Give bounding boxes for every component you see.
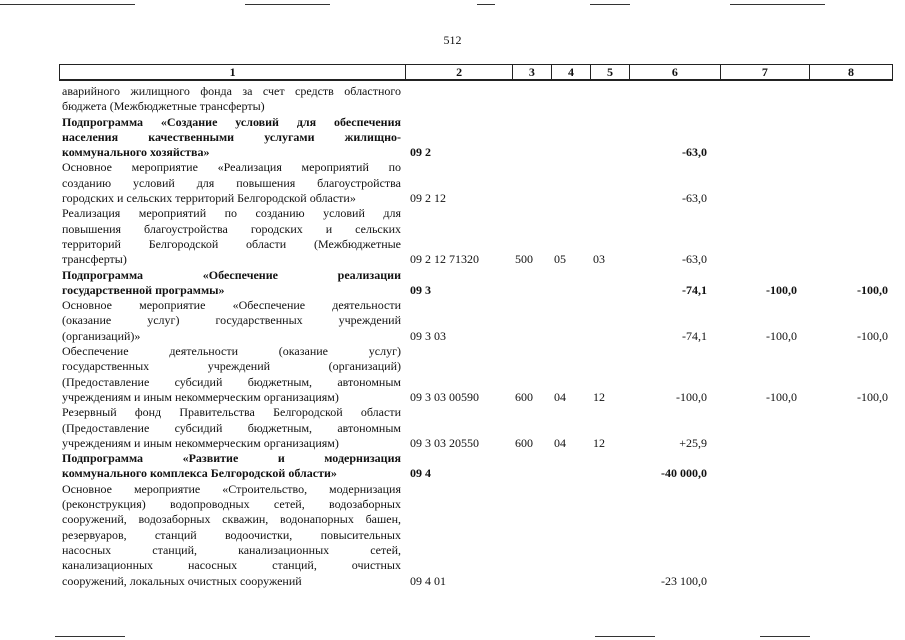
row-name xyxy=(62,84,401,115)
table-row xyxy=(0,268,905,299)
cell-vr: 600 xyxy=(515,389,533,404)
row-name-line: насосных станций, канализационных сетей, xyxy=(62,542,401,557)
cell-v6: -74,1 xyxy=(682,328,707,343)
table-row xyxy=(0,160,905,206)
cell-v6: -63,0 xyxy=(682,191,707,206)
row-name-line: (Предоставление субсидий бюджетным, автономным xyxy=(62,420,401,435)
row-name-line: трансферты) xyxy=(62,252,127,267)
cell-v8: -100,0 xyxy=(857,328,888,343)
cell-code: 09 4 xyxy=(410,466,431,481)
table-row xyxy=(0,451,905,482)
row-name-line: государственной программы» xyxy=(62,282,225,297)
cell-v6: -63,0 xyxy=(682,252,707,267)
table-row xyxy=(0,84,905,115)
row-name-line: сооружений, локальных очистных сооружений xyxy=(62,573,302,588)
scan-artifact-bottom-left xyxy=(55,636,125,637)
row-name-line: резервуаров, станций водоочистки, повысительных xyxy=(62,527,401,542)
cell-v6: -23 100,0 xyxy=(661,573,707,588)
cell-vr: 500 xyxy=(515,252,533,267)
cell-vr: 600 xyxy=(515,435,533,450)
row-name-line: Резервный фонд Правительства Белгородской области xyxy=(62,405,401,420)
header-col-1: 1 xyxy=(60,65,406,79)
cell-code: 09 3 03 00590 xyxy=(410,389,479,404)
cell-rz: 04 xyxy=(554,389,566,404)
header-col-5: 5 xyxy=(591,65,630,79)
cell-code: 09 4 01 xyxy=(410,573,446,588)
cell-v7: -100,0 xyxy=(766,282,797,297)
row-name-line: аварийного жилищного фонда за счет средств областного xyxy=(62,84,401,98)
row-name-line: (организаций)» xyxy=(62,328,141,343)
cell-code: 09 3 xyxy=(410,282,431,297)
header-col-7: 7 xyxy=(721,65,810,79)
row-name-line: повышения благоустройства городских и сельских xyxy=(62,221,401,236)
cell-v6: -63,0 xyxy=(682,145,707,160)
cell-rz: 05 xyxy=(554,252,566,267)
row-name-line: Подпрограмма «Обеспечение реализации xyxy=(62,267,401,282)
row-name-line: Основное мероприятие «Строительство, модернизация xyxy=(62,481,401,496)
row-name-line: населения качественными услугами жилищно- xyxy=(62,129,401,144)
row-name xyxy=(62,115,401,161)
cell-code: 09 2 xyxy=(410,145,431,160)
row-name-line: (оказание услуг) государственных учреждений xyxy=(62,313,401,328)
table-row xyxy=(0,115,905,161)
scan-artifact-top-right xyxy=(590,4,630,5)
row-name xyxy=(62,206,401,267)
cell-v6: +25,9 xyxy=(679,435,707,450)
row-name-line: канализационных насосных станций, очистных xyxy=(62,558,401,573)
cell-v7: -100,0 xyxy=(766,389,797,404)
row-name-line: Реализация мероприятий по созданию условий для xyxy=(62,206,401,221)
header-col-4: 4 xyxy=(552,65,592,79)
cell-v8: -100,0 xyxy=(857,282,888,297)
cell-code: 09 2 12 xyxy=(410,191,446,206)
cell-code: 09 3 03 20550 xyxy=(410,435,479,450)
cell-v7: -100,0 xyxy=(766,328,797,343)
row-name xyxy=(62,405,401,451)
scan-artifact-top-right2 xyxy=(730,4,825,5)
cell-pr: 12 xyxy=(593,389,605,404)
row-name-line: коммунального комплекса Белгородской области» xyxy=(62,466,337,481)
cell-v8: -100,0 xyxy=(857,389,888,404)
table-row xyxy=(0,298,905,344)
cell-rz: 04 xyxy=(554,435,566,450)
cell-v6: -74,1 xyxy=(682,282,707,297)
row-name-line: Основное мероприятие «Обеспечение деятельности xyxy=(62,298,401,313)
row-name-line: территорий Белгородской области (Межбюджетные xyxy=(62,236,401,251)
header-col-2: 2 xyxy=(406,65,513,79)
cell-pr: 03 xyxy=(593,252,605,267)
table-header xyxy=(59,64,893,81)
scan-artifact-bottom-right xyxy=(760,636,810,637)
cell-pr: 12 xyxy=(593,435,605,450)
row-name xyxy=(62,160,401,206)
row-name xyxy=(62,298,401,344)
row-name xyxy=(62,482,401,589)
row-name xyxy=(62,344,401,405)
row-name xyxy=(62,268,401,299)
header-col-8: 8 xyxy=(847,64,854,79)
row-name-line: государственных учреждений (организаций) xyxy=(62,359,401,374)
cell-code: 09 2 12 71320 xyxy=(410,252,479,267)
row-name-line: Основное мероприятие «Реализация мероприятий по xyxy=(62,160,401,175)
row-name-line: учреждениям и иным некоммерческим организациям) xyxy=(62,435,339,450)
row-name-line: городских и сельских территорий Белгородской области» xyxy=(62,191,356,206)
header-col-3: 3 xyxy=(513,65,552,79)
row-name-line: бюджета (Межбюджетные трансферты) xyxy=(62,99,265,114)
table-row xyxy=(0,482,905,589)
table-body xyxy=(0,84,905,589)
table-row xyxy=(0,405,905,451)
cell-v6: -40 000,0 xyxy=(661,466,707,481)
cell-code: 09 3 03 xyxy=(410,328,446,343)
table-row xyxy=(0,344,905,405)
row-name-line: (реконструкция) водопроводных сетей, водозаборных xyxy=(62,497,401,512)
row-name-line: сооружений, водозаборных скважин, водонапорных башен, xyxy=(62,512,401,527)
page-number: 512 xyxy=(443,33,462,47)
row-name-line: Подпрограмма «Создание условий для обеспечения xyxy=(62,114,401,129)
row-name-line: учреждениям и иным некоммерческим организациям) xyxy=(62,389,339,404)
scan-artifact-top-mid2 xyxy=(477,4,495,5)
cell-v6: -100,0 xyxy=(676,389,707,404)
row-name-line: созданию условий для повышения благоустройства xyxy=(62,175,401,190)
scan-artifact-bottom-mid xyxy=(595,636,655,637)
scan-artifact-top-mid xyxy=(245,4,330,5)
row-name xyxy=(62,451,401,482)
row-name-line: коммунального хозяйства» xyxy=(62,145,210,160)
table-row xyxy=(0,206,905,267)
scan-artifact-top-left xyxy=(0,4,135,5)
row-name-line: Обеспечение деятельности (оказание услуг) xyxy=(62,344,401,359)
row-name-line: (Предоставление субсидий бюджетным, автономным xyxy=(62,374,401,389)
row-name-line: Подпрограмма «Развитие и модернизация xyxy=(62,451,401,466)
header-col-6: 6 xyxy=(630,65,721,79)
